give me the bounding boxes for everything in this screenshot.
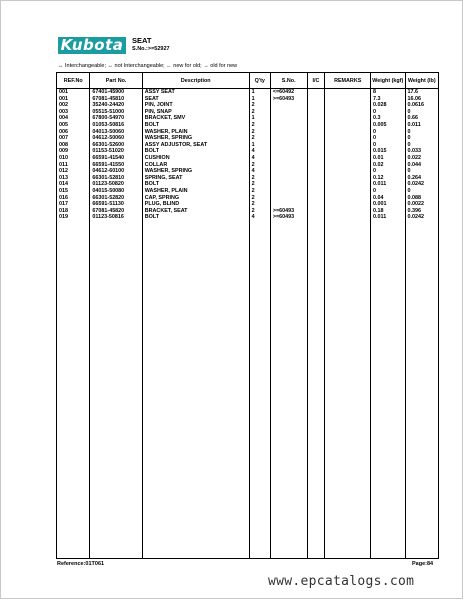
qty-cell: 1 <box>249 115 270 122</box>
empty-cell <box>57 221 90 559</box>
remarks-cell <box>325 109 371 116</box>
remarks-cell <box>325 208 371 215</box>
weight-kgf-cell: 0.015 <box>371 148 406 155</box>
serial-cell <box>270 201 307 208</box>
table-row <box>57 168 439 175</box>
ic-cell <box>307 168 325 175</box>
description-cell: ASSY ADJUSTOR, SEAT <box>142 142 249 149</box>
remarks-cell <box>325 168 371 175</box>
ref-cell: 009 <box>57 148 90 155</box>
remarks-cell <box>325 122 371 129</box>
serial-number: S.No.:>=52927 <box>132 46 170 52</box>
ic-cell <box>307 89 325 96</box>
table-filler-row <box>57 221 439 559</box>
empty-cell <box>270 221 307 559</box>
qty-cell: 1 <box>249 89 270 96</box>
ic-cell <box>307 214 325 221</box>
ic-cell <box>307 208 325 215</box>
col-weight-kgf: Weight (kgf) <box>371 73 406 89</box>
parts-table <box>56 72 439 559</box>
serial-cell <box>270 162 307 169</box>
table-row <box>57 148 439 155</box>
weight-lb-cell: 0.033 <box>405 148 438 155</box>
ref-cell: 008 <box>57 142 90 149</box>
ic-cell <box>307 102 325 109</box>
description-cell: PIN, SNAP <box>142 109 249 116</box>
weight-lb-cell: 0 <box>405 135 438 142</box>
qty-cell: 2 <box>249 181 270 188</box>
ic-cell <box>307 109 325 116</box>
table-row <box>57 122 439 129</box>
remarks-cell <box>325 115 371 122</box>
qty-cell: 2 <box>249 162 270 169</box>
col-ic: I/C <box>307 73 325 89</box>
ref-cell: 010 <box>57 155 90 162</box>
part-number-cell: 01123-50820 <box>90 181 142 188</box>
part-number-cell: 01053-50816 <box>90 122 142 129</box>
ref-cell: 003 <box>57 109 90 116</box>
weight-kgf-cell: 0.005 <box>371 122 406 129</box>
remarks-cell <box>325 148 371 155</box>
ref-cell: 013 <box>57 175 90 182</box>
weight-kgf-cell: 0.011 <box>371 214 406 221</box>
description-cell: WASHER, PLAIN <box>142 129 249 136</box>
remarks-cell <box>325 129 371 136</box>
weight-lb-cell: 0 <box>405 142 438 149</box>
table-row <box>57 208 439 215</box>
ref-cell: 001 <box>57 89 90 96</box>
description-cell: SEAT <box>142 96 249 103</box>
watermark: www.epcatalogs.com <box>268 574 415 589</box>
empty-cell <box>405 221 438 559</box>
col-description: Description <box>142 73 249 89</box>
serial-cell <box>270 115 307 122</box>
part-number-cell: 04015-50080 <box>90 188 142 195</box>
serial-cell <box>270 168 307 175</box>
serial-cell <box>270 142 307 149</box>
weight-kgf-cell: 7.3 <box>371 96 406 103</box>
empty-cell <box>249 221 270 559</box>
weight-lb-cell: 0 <box>405 188 438 195</box>
remarks-cell <box>325 96 371 103</box>
empty-cell <box>307 221 325 559</box>
serial-cell <box>270 175 307 182</box>
remarks-cell <box>325 89 371 96</box>
weight-lb-cell: 0.396 <box>405 208 438 215</box>
qty-cell: 4 <box>249 214 270 221</box>
description-cell: WASHER, SPRING <box>142 168 249 175</box>
ic-cell <box>307 188 325 195</box>
weight-kgf-cell: 0.3 <box>371 115 406 122</box>
table-row <box>57 142 439 149</box>
description-cell: CUSHION <box>142 155 249 162</box>
qty-cell: 2 <box>249 102 270 109</box>
ic-cell <box>307 129 325 136</box>
qty-cell: 2 <box>249 208 270 215</box>
ref-cell: 004 <box>57 115 90 122</box>
weight-lb-cell: 0.264 <box>405 175 438 182</box>
description-cell: WASHER, SPRING <box>142 135 249 142</box>
brand-logo: Kubota <box>58 37 126 54</box>
part-number-cell: 66591-51130 <box>90 201 142 208</box>
part-number-cell: 66301-52810 <box>90 175 142 182</box>
part-number-cell: 66591-41540 <box>90 155 142 162</box>
ref-cell: 017 <box>57 201 90 208</box>
qty-cell: 2 <box>249 195 270 202</box>
qty-cell: 2 <box>249 175 270 182</box>
table-row <box>57 89 439 96</box>
description-cell: WASHER, PLAIN <box>142 188 249 195</box>
weight-lb-cell: 0 <box>405 168 438 175</box>
description-cell: SPRING, SEAT <box>142 175 249 182</box>
ref-cell: 011 <box>57 162 90 169</box>
remarks-cell <box>325 155 371 162</box>
part-number-cell: 67401-45900 <box>90 89 142 96</box>
description-cell: BOLT <box>142 214 249 221</box>
serial-cell: >=60493 <box>270 214 307 221</box>
ref-cell: 016 <box>57 195 90 202</box>
table-row <box>57 195 439 202</box>
weight-lb-cell: 0.088 <box>405 195 438 202</box>
table-row <box>57 175 439 182</box>
table-header-row <box>57 73 439 89</box>
weight-kgf-cell: 0 <box>371 188 406 195</box>
qty-cell: 2 <box>249 109 270 116</box>
description-cell: BOLT <box>142 122 249 129</box>
weight-lb-cell: 17.6 <box>405 89 438 96</box>
remarks-cell <box>325 181 371 188</box>
footer-reference: Reference:01T061 <box>57 561 105 567</box>
part-number-cell: 66301-52600 <box>90 142 142 149</box>
ref-cell: 019 <box>57 214 90 221</box>
ref-cell: 001 <box>57 96 90 103</box>
part-number-cell: 01153-51020 <box>90 148 142 155</box>
remarks-cell <box>325 142 371 149</box>
table-row <box>57 129 439 136</box>
description-cell: BRACKET, SEAT <box>142 208 249 215</box>
ref-cell: 007 <box>57 135 90 142</box>
part-number-cell: 67081-45810 <box>90 96 142 103</box>
ref-cell: 012 <box>57 168 90 175</box>
serial-cell <box>270 181 307 188</box>
qty-cell: 2 <box>249 129 270 136</box>
col-qty: Q'ty <box>249 73 270 89</box>
empty-cell <box>325 221 371 559</box>
table-row <box>57 109 439 116</box>
table-row <box>57 96 439 103</box>
description-cell: PLUG, BLIND <box>142 201 249 208</box>
ref-cell: 002 <box>57 102 90 109</box>
serial-cell <box>270 135 307 142</box>
qty-cell: 2 <box>249 122 270 129</box>
serial-cell: <=60492 <box>270 89 307 96</box>
weight-lb-cell: 0.011 <box>405 122 438 129</box>
weight-lb-cell: 0.022 <box>405 155 438 162</box>
remarks-cell <box>325 102 371 109</box>
ref-cell: 018 <box>57 208 90 215</box>
weight-kgf-cell: 0.02 <box>371 162 406 169</box>
ic-cell <box>307 155 325 162</box>
qty-cell: 4 <box>249 168 270 175</box>
part-number-cell: 35240-24420 <box>90 102 142 109</box>
ic-cell <box>307 195 325 202</box>
ic-cell <box>307 148 325 155</box>
col-part: Part No. <box>90 73 142 89</box>
remarks-cell <box>325 188 371 195</box>
part-number-cell: 67800-54970 <box>90 115 142 122</box>
serial-cell <box>270 102 307 109</box>
weight-kgf-cell: 0.001 <box>371 201 406 208</box>
part-number-cell: 01123-50816 <box>90 214 142 221</box>
weight-lb-cell: 0.66 <box>405 115 438 122</box>
serial-cell <box>270 155 307 162</box>
page-title: SEAT <box>132 36 152 45</box>
part-number-cell: 04612-60100 <box>90 168 142 175</box>
table-row <box>57 188 439 195</box>
ic-cell <box>307 162 325 169</box>
description-cell: COLLAR <box>142 162 249 169</box>
col-sno: S.No. <box>270 73 307 89</box>
serial-cell: >=60493 <box>270 96 307 103</box>
qty-cell: 2 <box>249 201 270 208</box>
remarks-cell <box>325 201 371 208</box>
weight-lb-cell: 0 <box>405 109 438 116</box>
weight-kgf-cell: 0.011 <box>371 181 406 188</box>
ref-cell: 015 <box>57 188 90 195</box>
empty-cell <box>371 221 406 559</box>
remarks-cell <box>325 162 371 169</box>
ic-cell <box>307 201 325 208</box>
serial-cell <box>270 148 307 155</box>
weight-lb-cell: 0.0242 <box>405 181 438 188</box>
weight-kgf-cell: 0 <box>371 142 406 149</box>
qty-cell: 2 <box>249 135 270 142</box>
ic-cell <box>307 96 325 103</box>
col-remarks: REMARKS <box>325 73 371 89</box>
table-row <box>57 102 439 109</box>
weight-kgf-cell: 0.028 <box>371 102 406 109</box>
ic-cell <box>307 142 325 149</box>
serial-cell <box>270 188 307 195</box>
weight-lb-cell: 0.0242 <box>405 214 438 221</box>
remarks-cell <box>325 195 371 202</box>
description-cell: ASSY SEAT <box>142 89 249 96</box>
table-row <box>57 155 439 162</box>
interchange-legend: ↔ Interchangeable; ↔ not Interchangeable; ← new for old; → old for new <box>58 63 238 69</box>
table-row <box>57 162 439 169</box>
weight-kgf-cell: 0.12 <box>371 175 406 182</box>
part-number-cell: 04013-50060 <box>90 129 142 136</box>
ic-cell <box>307 135 325 142</box>
part-number-cell: 04612-50060 <box>90 135 142 142</box>
serial-cell <box>270 195 307 202</box>
ic-cell <box>307 181 325 188</box>
weight-lb-cell: 16.06 <box>405 96 438 103</box>
weight-kgf-cell: 0.18 <box>371 208 406 215</box>
description-cell: CAP, SPRING <box>142 195 249 202</box>
weight-kgf-cell: 0.01 <box>371 155 406 162</box>
qty-cell: 1 <box>249 96 270 103</box>
ref-cell: 014 <box>57 181 90 188</box>
qty-cell: 1 <box>249 142 270 149</box>
part-number-cell: 66591-41550 <box>90 162 142 169</box>
qty-cell: 4 <box>249 155 270 162</box>
serial-cell <box>270 122 307 129</box>
empty-cell <box>90 221 142 559</box>
table-row <box>57 135 439 142</box>
remarks-cell <box>325 214 371 221</box>
weight-lb-cell: 0.0022 <box>405 201 438 208</box>
ref-cell: 005 <box>57 122 90 129</box>
table-row <box>57 181 439 188</box>
col-weight-lb: Weight (lb) <box>405 73 438 89</box>
weight-kgf-cell: 8 <box>371 89 406 96</box>
serial-cell <box>270 129 307 136</box>
remarks-cell <box>325 175 371 182</box>
weight-lb-cell: 0 <box>405 129 438 136</box>
ic-cell <box>307 122 325 129</box>
description-cell: BOLT <box>142 148 249 155</box>
weight-kgf-cell: 0 <box>371 135 406 142</box>
table-row <box>57 115 439 122</box>
description-cell: BRACKET, SMV <box>142 115 249 122</box>
weight-kgf-cell: 0 <box>371 109 406 116</box>
remarks-cell <box>325 135 371 142</box>
part-number-cell: 05515-51000 <box>90 109 142 116</box>
footer-page-number: Page:84 <box>412 561 434 567</box>
weight-lb-cell: 0.044 <box>405 162 438 169</box>
table-row <box>57 201 439 208</box>
part-number-cell: 66301-52820 <box>90 195 142 202</box>
serial-cell: >=60493 <box>270 208 307 215</box>
serial-cell <box>270 109 307 116</box>
weight-lb-cell: 0.0616 <box>405 102 438 109</box>
weight-kgf-cell: 0 <box>371 168 406 175</box>
part-number-cell: 67081-45820 <box>90 208 142 215</box>
description-cell: BOLT <box>142 181 249 188</box>
col-ref: REF.No <box>57 73 90 89</box>
ref-cell: 006 <box>57 129 90 136</box>
empty-cell <box>142 221 249 559</box>
qty-cell: 4 <box>249 148 270 155</box>
ic-cell <box>307 175 325 182</box>
ic-cell <box>307 115 325 122</box>
weight-kgf-cell: 0.04 <box>371 195 406 202</box>
weight-kgf-cell: 0 <box>371 129 406 136</box>
table-row <box>57 214 439 221</box>
description-cell: PIN, JOINT <box>142 102 249 109</box>
qty-cell: 2 <box>249 188 270 195</box>
